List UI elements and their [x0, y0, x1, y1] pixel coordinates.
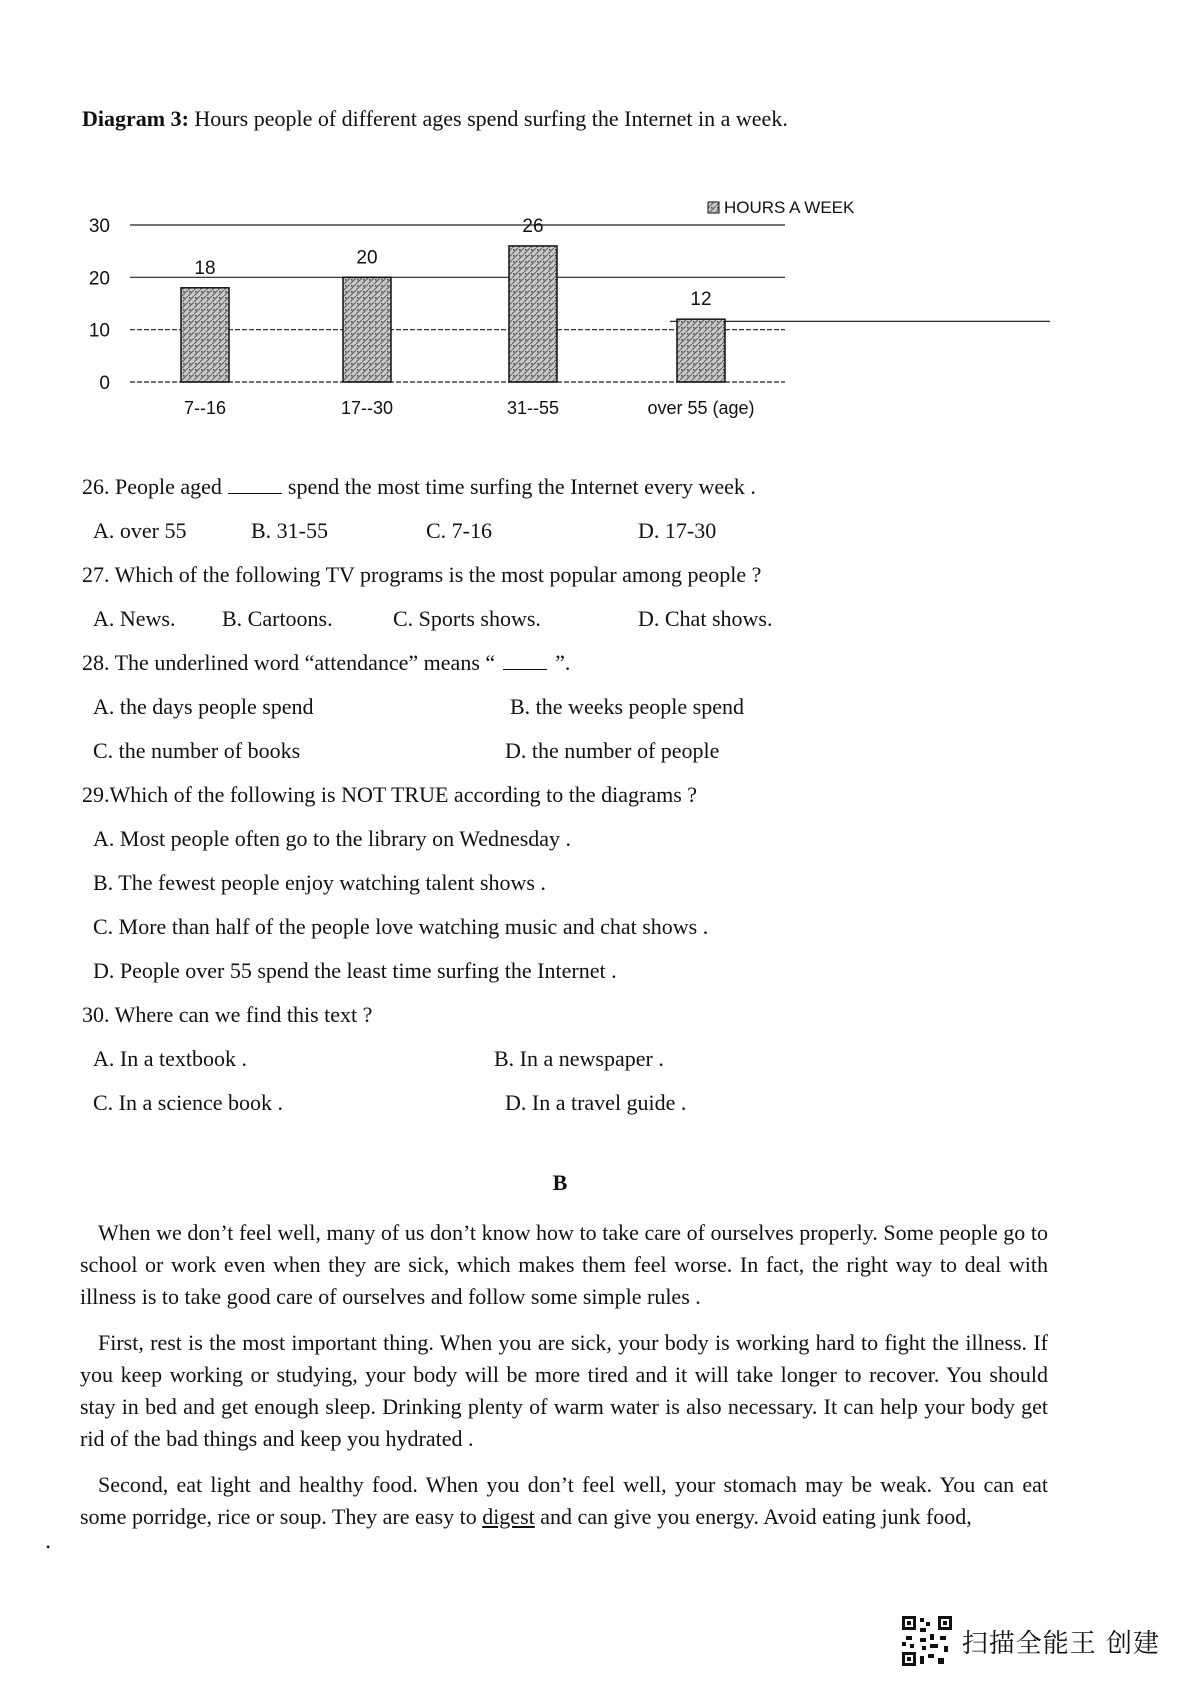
diagram-caption [82, 106, 788, 132]
option-b: B. Cartoons. [222, 606, 333, 631]
watermark-text: 扫描全能王 创建 [961, 1628, 1160, 1659]
option-c: C. the number of books [93, 738, 301, 763]
y-tick-label: 0 [99, 373, 110, 394]
question-text: Which of the following is NOT TRUE according to the diagrams ? [109, 782, 698, 807]
x-tick-label: 7--16 [183, 398, 227, 418]
diagram-caption-text: Hours people of different ages spend surfing the Internet in a week. [194, 106, 788, 131]
option-b: B. In a newspaper . [494, 1046, 664, 1071]
bar [343, 277, 391, 382]
bar [509, 246, 557, 382]
option-d: D. Chat shows. [638, 606, 773, 631]
option-b: B. the weeks people spend [510, 694, 744, 719]
option-a: A. News. [93, 606, 176, 631]
option-c: C. 7-16 [426, 518, 492, 543]
question-29 [82, 782, 697, 808]
qr-code-icon [900, 1614, 954, 1668]
legend-label: HOURS A WEEK [724, 200, 855, 217]
paragraph-3 [80, 1469, 1048, 1533]
scanner-watermark [900, 1614, 1160, 1668]
section-heading: B [552, 1170, 568, 1195]
paragraph-text: Second, eat light and healthy food. When you don’t feel well, your stomach may be weak. You can eat some porridge, rice or soup. They are easy to [80, 1472, 1048, 1529]
option-d: D. the number of people [505, 738, 720, 763]
question-text: Where can we find this text ? [114, 1002, 373, 1027]
scan-speck: • [46, 1540, 51, 1554]
underlined-word: digest [482, 1504, 535, 1529]
answer-blank [503, 651, 547, 670]
question-number: 29. [82, 782, 110, 807]
x-tick-label: 31--55 [506, 398, 560, 418]
option-a: A. In a textbook . [93, 1046, 247, 1071]
question-27 [82, 562, 761, 588]
data-label: 26 [522, 215, 544, 237]
option-c: C. More than half of the people love watching music and chat shows . [93, 914, 709, 939]
option-d: D. In a travel guide . [505, 1090, 687, 1115]
question-text: ”. [555, 650, 571, 675]
question-text: The underlined word “attendance” means “ [114, 650, 496, 675]
answer-blank [228, 475, 282, 494]
option-a: A. over 55 [93, 518, 187, 543]
option-b: B. 31-55 [251, 518, 328, 543]
paragraph-text: and can give you energy. Avoid eating junk food, [540, 1504, 972, 1529]
option-d: D. People over 55 spend the least time surfing the Internet . [93, 958, 617, 983]
option-a: A. Most people often go to the library on Wednesday . [93, 826, 572, 851]
option-b: B. The fewest people enjoy watching talent shows . [93, 870, 546, 895]
question-text: People aged [115, 474, 222, 499]
paragraph-1: When we don’t feel well, many of us don’t know how to take care of ourselves properly. Some people go to school or work even when they are sick, which makes them feel worse. In fact, the right way to deal with illness is to take good care of ourselves and follow some simple rules . [80, 1220, 1048, 1309]
data-label: 18 [194, 257, 216, 279]
data-label: 20 [356, 247, 378, 269]
question-number: 30. [82, 1002, 110, 1027]
bar [677, 319, 725, 382]
y-tick-label: 20 [88, 268, 110, 290]
y-tick-label: 10 [88, 320, 110, 342]
question-28 [82, 650, 570, 676]
question-number: 26. [82, 474, 110, 499]
data-label: 12 [690, 289, 712, 311]
question-number: 28. [82, 650, 110, 675]
question-30 [82, 1002, 372, 1028]
x-tick-label: 17--30 [340, 398, 394, 418]
option-d: D. 17-30 [638, 518, 717, 543]
bar [181, 288, 229, 382]
y-tick-label: 30 [88, 216, 110, 237]
x-tick-label: over 55 (age) [647, 398, 755, 418]
option-c: C. Sports shows. [393, 606, 541, 631]
option-c: C. In a science book . [93, 1090, 283, 1115]
question-26 [82, 474, 756, 500]
question-text: Which of the following TV programs is the most popular among people ? [114, 562, 762, 587]
paragraph-2: First, rest is the most important thing. When you are sick, your body is working hard to fight the illness. If you keep working or studying, your body will be more tired and it will take longer to recover. You should stay in bed and get enough sleep. Drinking plenty of warm water is also necessary. It can help your body get rid of the bad things and keep you hydrated . [80, 1330, 1048, 1451]
question-number: 27. [82, 562, 110, 587]
option-a: A. the days people spend [93, 694, 314, 719]
diagram-label: Diagram 3: [82, 106, 189, 131]
question-text: spend the most time surfing the Internet every week . [287, 474, 756, 499]
legend-swatch [708, 202, 719, 213]
bar-chart [80, 200, 1060, 460]
